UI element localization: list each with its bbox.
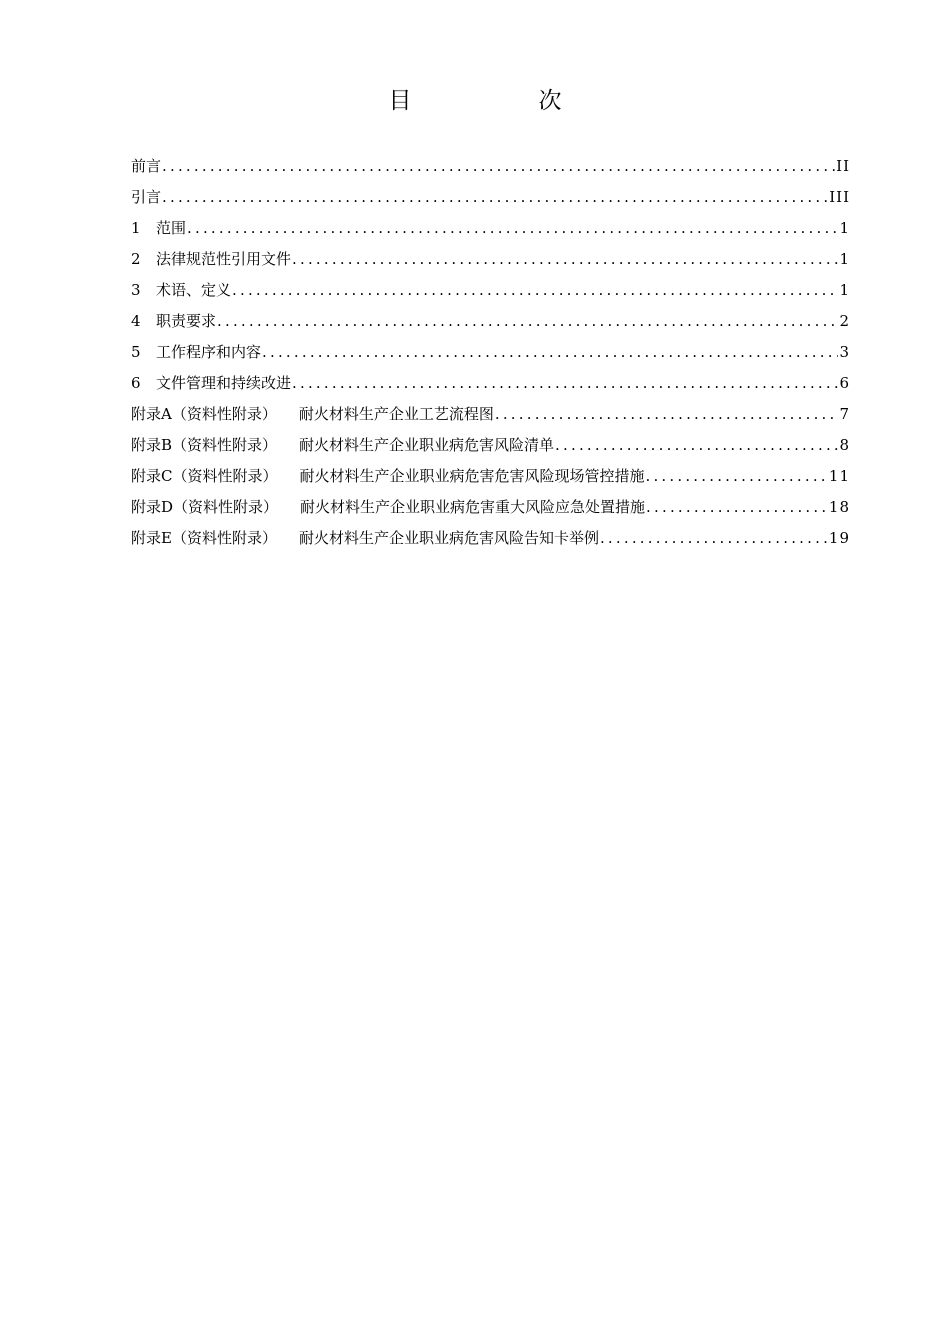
- toc-entry-number: 2: [131, 250, 141, 268]
- toc-entry-page: 1: [839, 250, 850, 268]
- toc-entry[interactable]: [131, 337, 850, 368]
- dot-leader: [600, 523, 828, 554]
- toc-entry-title: 范围: [156, 219, 187, 237]
- toc-entry-title: 文件管理和持续改进: [156, 374, 292, 392]
- toc-entry-page: 19: [828, 529, 850, 547]
- toc-entry[interactable]: [131, 461, 850, 492]
- dot-leader: [646, 461, 828, 492]
- dot-leader: [495, 399, 839, 430]
- dot-leader: [292, 244, 838, 275]
- toc-entry-label: [131, 337, 261, 368]
- toc-entry-label: [131, 275, 231, 306]
- toc-entry-appendix: 附录A（资料性附录）: [131, 405, 277, 423]
- toc-entry-page: 1: [839, 281, 850, 299]
- toc-entry-title: 引言: [131, 188, 162, 206]
- toc-entry-appendix: 附录E（资料性附录）: [131, 529, 277, 547]
- toc-entry-title: 前言: [131, 157, 162, 175]
- toc-entry[interactable]: [131, 213, 850, 244]
- toc-entry[interactable]: [131, 275, 850, 306]
- toc-entry-title: 法律规范性引用文件: [156, 250, 292, 268]
- toc-title: 目 次: [388, 88, 614, 114]
- toc-entry[interactable]: [131, 523, 850, 554]
- toc-entry[interactable]: [131, 306, 850, 337]
- toc-entry[interactable]: [131, 430, 850, 461]
- toc-entry-page: 1: [839, 219, 850, 237]
- toc-entry-page: 7: [839, 405, 850, 423]
- toc-entry-page: 3: [839, 343, 850, 361]
- toc-list: [131, 151, 850, 554]
- toc-entry-appendix: 附录C（资料性附录）: [131, 467, 278, 485]
- toc-entry[interactable]: [131, 399, 850, 430]
- toc-entry[interactable]: [131, 492, 850, 523]
- dot-leader: [187, 213, 838, 244]
- toc-entry-page: 6: [839, 374, 850, 392]
- toc-entry-number: 1: [131, 219, 141, 237]
- toc-entry-number: 3: [131, 281, 141, 299]
- toc-entry-number: 4: [131, 312, 141, 330]
- toc-entry-label: [131, 244, 291, 275]
- toc-entry-label: [131, 492, 645, 523]
- dot-leader: [262, 337, 838, 368]
- toc-entry[interactable]: [131, 182, 850, 213]
- toc-entry-appendix: 附录D（资料性附录）: [131, 498, 279, 516]
- toc-entry-page: II: [836, 157, 850, 175]
- toc-entry-title: 术语、定义: [156, 281, 232, 299]
- dot-leader: [646, 492, 828, 523]
- toc-entry-label: [131, 461, 645, 492]
- toc-entry-number: 6: [131, 374, 141, 392]
- toc-entry-title: 职责要求: [156, 312, 217, 330]
- dot-leader: [162, 182, 828, 213]
- toc-entry-label: [131, 306, 216, 337]
- toc-entry-label: [131, 523, 599, 554]
- dot-leader: [217, 306, 838, 337]
- toc-entry-label: [131, 399, 494, 430]
- toc-entry-label: [131, 213, 186, 244]
- dot-leader: [162, 151, 835, 182]
- dot-leader: [232, 275, 838, 306]
- toc-entry-label: [131, 430, 554, 461]
- toc-entry-title: 工作程序和内容: [156, 343, 262, 361]
- toc-entry-title: 耐火材料生产企业职业病危害危害风险现场管控措施: [299, 467, 645, 485]
- toc-entry[interactable]: [131, 368, 850, 399]
- toc-entry-title: 耐火材料生产企业职业病危害重大风险应急处置措施: [300, 498, 646, 516]
- toc-entry[interactable]: [131, 244, 850, 275]
- dot-leader: [555, 430, 838, 461]
- dot-leader: [292, 368, 838, 399]
- toc-entry-label: [131, 151, 161, 182]
- toc-entry-number: 5: [131, 343, 141, 361]
- toc-entry-title: 耐火材料生产企业工艺流程图: [298, 405, 494, 423]
- toc-entry-page: III: [829, 188, 850, 206]
- toc-entry-title: 耐火材料生产企业职业病危害风险告知卡举例: [298, 529, 599, 547]
- toc-entry-page: 2: [839, 312, 850, 330]
- toc-entry-appendix: 附录B（资料性附录）: [131, 436, 278, 454]
- toc-entry-page: 8: [839, 436, 850, 454]
- toc-entry-page: 18: [828, 498, 850, 516]
- toc-entry[interactable]: [131, 151, 850, 182]
- toc-entry-label: [131, 182, 161, 213]
- toc-entry-page: 11: [828, 467, 850, 485]
- toc-entry-label: [131, 368, 291, 399]
- toc-entry-title: 耐火材料生产企业职业病危害风险清单: [299, 436, 555, 454]
